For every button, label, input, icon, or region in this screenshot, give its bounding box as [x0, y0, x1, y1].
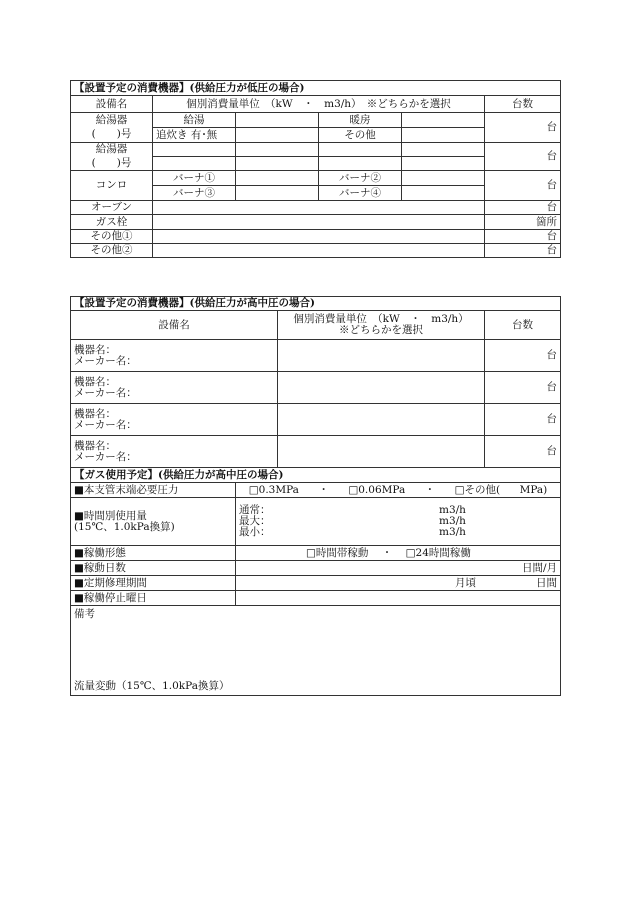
maker-name-label: メーカー名： [74, 354, 137, 367]
other2-value[interactable] [153, 244, 485, 258]
high-count-4[interactable]: 台 [485, 436, 561, 468]
sonota-label: その他 [319, 128, 402, 143]
low-col-unit: 個別消費量単位 （kW ・ m3/h） ※どちらかを選択 [153, 96, 485, 113]
high-pressure-table [70, 296, 561, 696]
other2-count[interactable]: 台 [485, 244, 561, 258]
oven-count[interactable]: 台 [485, 201, 561, 215]
burner2-value[interactable] [402, 171, 485, 186]
high-heading: 【設置予定の消費機器】(供給圧力が高中圧の場合) [71, 297, 561, 311]
high-col-unit-b: ※どちらかを選択 [339, 324, 423, 336]
stop-value[interactable] [236, 591, 561, 606]
maker-name-label: メーカー名： [74, 386, 137, 399]
danbo-label: 暖房 [319, 113, 402, 128]
oidaki-value[interactable] [236, 128, 319, 143]
konro-count[interactable]: 台 [485, 171, 561, 201]
stop-label: ■稼働停止曜日 [71, 591, 236, 606]
high-unit-3[interactable] [278, 404, 485, 436]
danbo-value[interactable] [402, 113, 485, 128]
high-unit-2[interactable] [278, 372, 485, 404]
gasusen-label: ガス栓 [71, 215, 153, 230]
other1-value[interactable] [153, 230, 485, 244]
high-count-1[interactable]: 台 [485, 340, 561, 372]
other2-label: その他② [71, 244, 153, 258]
oven-label: オーブン [71, 201, 153, 215]
max-unit: m3/h [439, 515, 466, 527]
hourly-label-b: (15℃、1.0kPa換算) [74, 520, 175, 533]
oven-value[interactable] [153, 201, 485, 215]
burner3-label: バーナ③ [153, 186, 236, 201]
kyuto-value[interactable] [236, 113, 319, 128]
kyutoki2-count[interactable]: 台 [485, 143, 561, 171]
hourly-values[interactable] [236, 498, 561, 546]
days-value[interactable]: 日間/月 [236, 561, 561, 576]
kyutoki2-cell-b1[interactable] [153, 157, 236, 171]
operation-options [236, 546, 561, 561]
machine-name-label: 機器名： [74, 375, 116, 388]
kyutoki1-count[interactable]: 台 [485, 113, 561, 143]
max-label: 最大： [239, 515, 271, 527]
pressure-unit: MPa) [519, 483, 548, 496]
gasusen-value[interactable] [153, 215, 485, 230]
op-opt-timeband[interactable]: □時間帯稼動 [306, 546, 369, 559]
normal-label: 通常： [239, 504, 271, 516]
operation-label: ■稼働形態 [71, 546, 236, 561]
machine-name-label: 機器名： [74, 407, 116, 420]
remarks-box[interactable] [71, 606, 561, 696]
low-heading: 【設置予定の消費機器】(供給圧力が低圧の場合) [71, 81, 561, 96]
other1-count[interactable]: 台 [485, 230, 561, 244]
machine-name-label: 機器名： [74, 439, 116, 452]
high-col-count: 台数 [485, 311, 561, 340]
sonota-value[interactable] [402, 128, 485, 143]
normal-unit: m3/h [439, 504, 466, 516]
remarks-label: 備考 [74, 608, 95, 620]
pressure-opt-03[interactable]: □0.3MPa [248, 483, 299, 496]
burner3-value[interactable] [236, 186, 319, 201]
high-unit-1[interactable] [278, 340, 485, 372]
kyutoki2-cell-b3[interactable] [319, 157, 402, 171]
kyutoki2-cell-a2[interactable] [236, 143, 319, 157]
days-label: ■稼動日数 [71, 561, 236, 576]
maker-name-label: メーカー名： [74, 450, 137, 463]
kyutoki1-size: ( )号 [71, 128, 153, 143]
kyutoki2-cell-b2[interactable] [236, 157, 319, 171]
low-col-device: 設備名 [71, 96, 153, 113]
maker-name-label: メーカー名： [74, 418, 137, 431]
kyutoki2-cell-b4[interactable] [402, 157, 485, 171]
kyutoki1-label: 給湯器 [71, 113, 153, 128]
separator: ・ [381, 546, 393, 559]
gasusen-count[interactable]: 箇所 [485, 215, 561, 230]
high-unit-4[interactable] [278, 436, 485, 468]
high-col-device: 設備名 [71, 311, 278, 340]
kyutoki2-cell-a1[interactable] [153, 143, 236, 157]
op-opt-24h[interactable]: □24時間稼働 [405, 546, 471, 559]
high-count-2[interactable]: 台 [485, 372, 561, 404]
pressure-opt-006[interactable]: □0.06MPa [348, 483, 406, 496]
low-pressure-table [70, 80, 561, 258]
pressure-options [236, 483, 561, 498]
other1-label: その他① [71, 230, 153, 244]
burner1-label: バーナ① [153, 171, 236, 186]
flow-label: 流量変動（15℃、1.0kPa換算） [74, 680, 230, 692]
high-col-unit [278, 311, 485, 340]
pressure-label: ■本支管末端必要圧力 [71, 483, 236, 498]
burner4-value[interactable] [402, 186, 485, 201]
min-unit: m3/h [439, 526, 466, 538]
min-label: 最小： [239, 526, 271, 538]
burner1-value[interactable] [236, 171, 319, 186]
maint-month: 月頃 [455, 576, 476, 589]
oidaki-label: 追炊き 有･無 [153, 128, 236, 143]
hourly-label-a: ■時間別使用量 [74, 509, 147, 522]
burner2-label: バーナ② [319, 171, 402, 186]
high-machine-4[interactable] [71, 436, 278, 468]
kyutoki2-cell-a4[interactable] [402, 143, 485, 157]
gas-heading: 【ガス使用予定】(供給圧力が高中圧の場合) [71, 468, 561, 483]
high-machine-2[interactable] [71, 372, 278, 404]
machine-name-label: 機器名： [74, 343, 116, 356]
high-count-3[interactable]: 台 [485, 404, 561, 436]
maint-days: 日間 [536, 576, 557, 589]
konro-label: コンロ [71, 171, 153, 201]
maint-value[interactable] [236, 576, 561, 591]
high-machine-3[interactable] [71, 404, 278, 436]
hourly-label [71, 498, 236, 546]
kyutoki2-label: 給湯器 [71, 143, 153, 157]
high-col-unit-a: 個別消費量単位 （kW ・ m3/h） [293, 313, 469, 325]
burner4-label: バーナ④ [319, 186, 402, 201]
separator: ・ [424, 483, 436, 496]
kyutoki2-cell-a3[interactable] [319, 143, 402, 157]
low-col-count: 台数 [485, 96, 561, 113]
kyutoki2-size: ( )号 [71, 157, 153, 171]
kyuto-label: 給湯 [153, 113, 236, 128]
maint-label: ■定期修理期間 [71, 576, 236, 591]
separator: ・ [318, 483, 329, 496]
pressure-opt-other[interactable]: □その他( [454, 483, 501, 496]
high-machine-1[interactable] [71, 340, 278, 372]
